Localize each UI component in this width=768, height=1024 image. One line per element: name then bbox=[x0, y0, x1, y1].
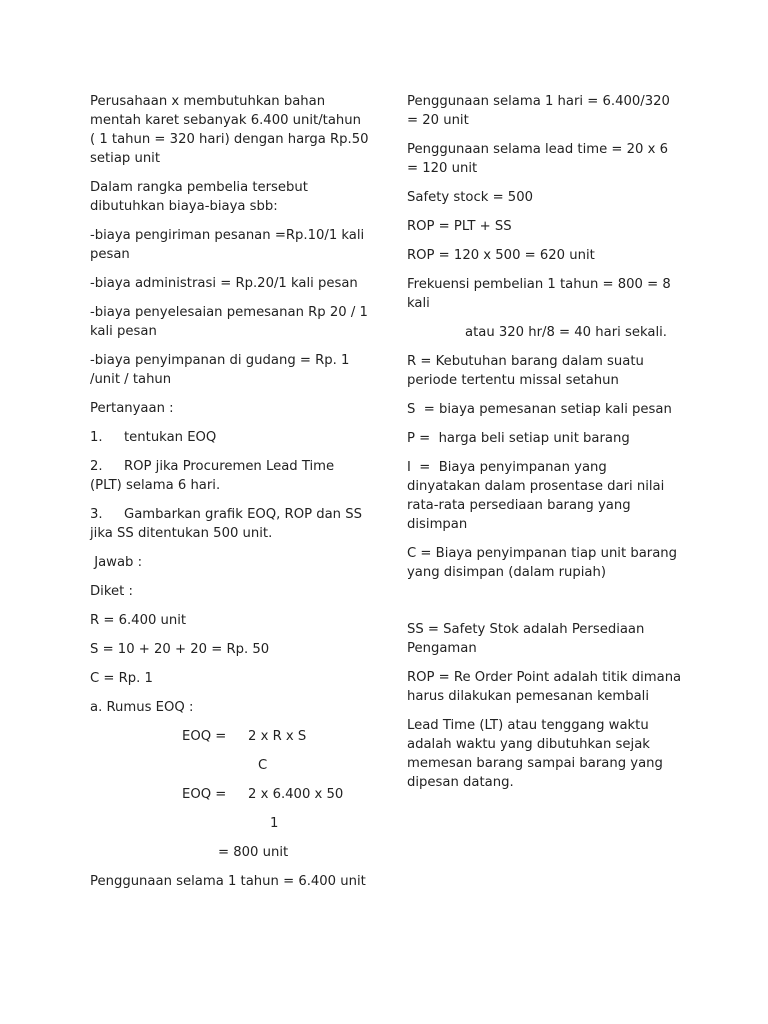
purchase-interval: atau 320 hr/8 = 40 hari sekali. bbox=[465, 325, 667, 340]
cost-shipping: -biaya pengiriman pesanan =Rp.10/1 kali pesan bbox=[90, 228, 365, 262]
cost-completion: -biaya penyelesaian pemesanan Rp 20 / 1 kali pesan bbox=[90, 305, 368, 339]
rop-formula: ROP = PLT + SS bbox=[407, 219, 512, 234]
eoq-formula-heading: a. Rumus EOQ : bbox=[90, 700, 194, 715]
question-3 bbox=[90, 505, 370, 543]
eoq-formula-denominator: C bbox=[258, 758, 268, 773]
eoq-calc-numerator: 2 x 6.400 x 50 bbox=[248, 787, 344, 802]
eoq-calc-label: EOQ = bbox=[182, 787, 227, 802]
questions-heading: Pertanyaan : bbox=[90, 401, 174, 416]
question-1-number: 1. bbox=[90, 430, 103, 445]
question-2-text: ROP jika Procuremen Lead Time (PLT) selama 6 hari. bbox=[90, 459, 335, 493]
question-3-text: Gambarkan grafik EOQ, ROP dan SS jika SS ditentukan 500 unit. bbox=[90, 507, 362, 541]
cost-admin: -biaya administrasi = Rp.20/1 kali pesan bbox=[90, 276, 358, 291]
question-2-number: 2. bbox=[90, 459, 103, 474]
left-column bbox=[90, 92, 370, 901]
def-rop: ROP = Re Order Point adalah titik dimana harus dilakukan pemesanan kembali bbox=[407, 670, 682, 704]
eoq-result: = 800 unit bbox=[218, 845, 289, 860]
known-c: C = Rp. 1 bbox=[90, 671, 153, 686]
known-s: S = 10 + 20 + 20 = Rp. 50 bbox=[90, 642, 270, 657]
safety-stock: Safety stock = 500 bbox=[407, 190, 533, 205]
question-3-number: 3. bbox=[90, 507, 103, 522]
eoq-result-row bbox=[90, 843, 370, 862]
question-1 bbox=[90, 428, 370, 447]
rop-calc: ROP = 120 x 500 = 620 unit bbox=[407, 248, 595, 263]
def-r: R = Kebutuhan barang dalam suatu periode tertentu missal setahun bbox=[407, 354, 644, 388]
purchase-frequency: Frekuensi pembelian 1 tahun = 800 = 8 kali bbox=[407, 277, 671, 311]
def-s: S = biaya pemesanan setiap kali pesan bbox=[407, 402, 672, 417]
def-lead-time: Lead Time (LT) atau tenggang waktu adalah waktu yang dibutuhkan sejak memesan barang sampai barang yang dipesan datang. bbox=[407, 718, 663, 790]
known-heading: Diket : bbox=[90, 584, 133, 599]
eoq-formula-label: EOQ = bbox=[182, 729, 227, 744]
spacer bbox=[407, 592, 682, 620]
def-c: C = Biaya penyimpanan tiap unit barang yang disimpan (dalam rupiah) bbox=[407, 546, 678, 580]
cost-intro: Dalam rangka pembelia tersebut dibutuhkan biaya-biaya sbb: bbox=[90, 180, 308, 214]
def-p: P = harga beli setiap unit barang bbox=[407, 431, 630, 446]
answer-heading: Jawab : bbox=[90, 555, 143, 570]
eoq-calc-denominator: 1 bbox=[270, 816, 279, 831]
eoq-formula-numerator: 2 x R x S bbox=[248, 729, 307, 744]
eoq-calc-denominator-row bbox=[90, 814, 370, 833]
cost-storage: -biaya penyimpanan di gudang = Rp. 1 /unit / tahun bbox=[90, 353, 350, 387]
eoq-formula-denominator-row bbox=[90, 756, 370, 775]
known-r: R = 6.400 unit bbox=[90, 613, 187, 628]
def-i: I = Biaya penyimpanan yang dinyatakan dalam prosentase dari nilai rata-rata persediaan barang yang disimpan bbox=[407, 460, 669, 532]
problem-intro: Perusahaan x membutuhkan bahan mentah karet sebanyak 6.400 unit/tahun ( 1 tahun = 320 hari) dengan harga Rp.50 setiap unit bbox=[90, 94, 369, 166]
daily-usage: Penggunaan selama 1 hari = 6.400/320 = 20 unit bbox=[407, 94, 670, 128]
eoq-formula-row bbox=[90, 727, 370, 746]
question-2 bbox=[90, 457, 370, 495]
right-column bbox=[407, 92, 682, 802]
annual-usage: Penggunaan selama 1 tahun = 6.400 unit bbox=[90, 874, 366, 889]
question-1-text: tentukan EOQ bbox=[124, 430, 217, 445]
def-ss: SS = Safety Stok adalah Persediaan Pengaman bbox=[407, 622, 645, 656]
eoq-calc-row bbox=[90, 785, 370, 804]
lead-time-usage: Penggunaan selama lead time = 20 x 6 = 120 unit bbox=[407, 142, 668, 176]
